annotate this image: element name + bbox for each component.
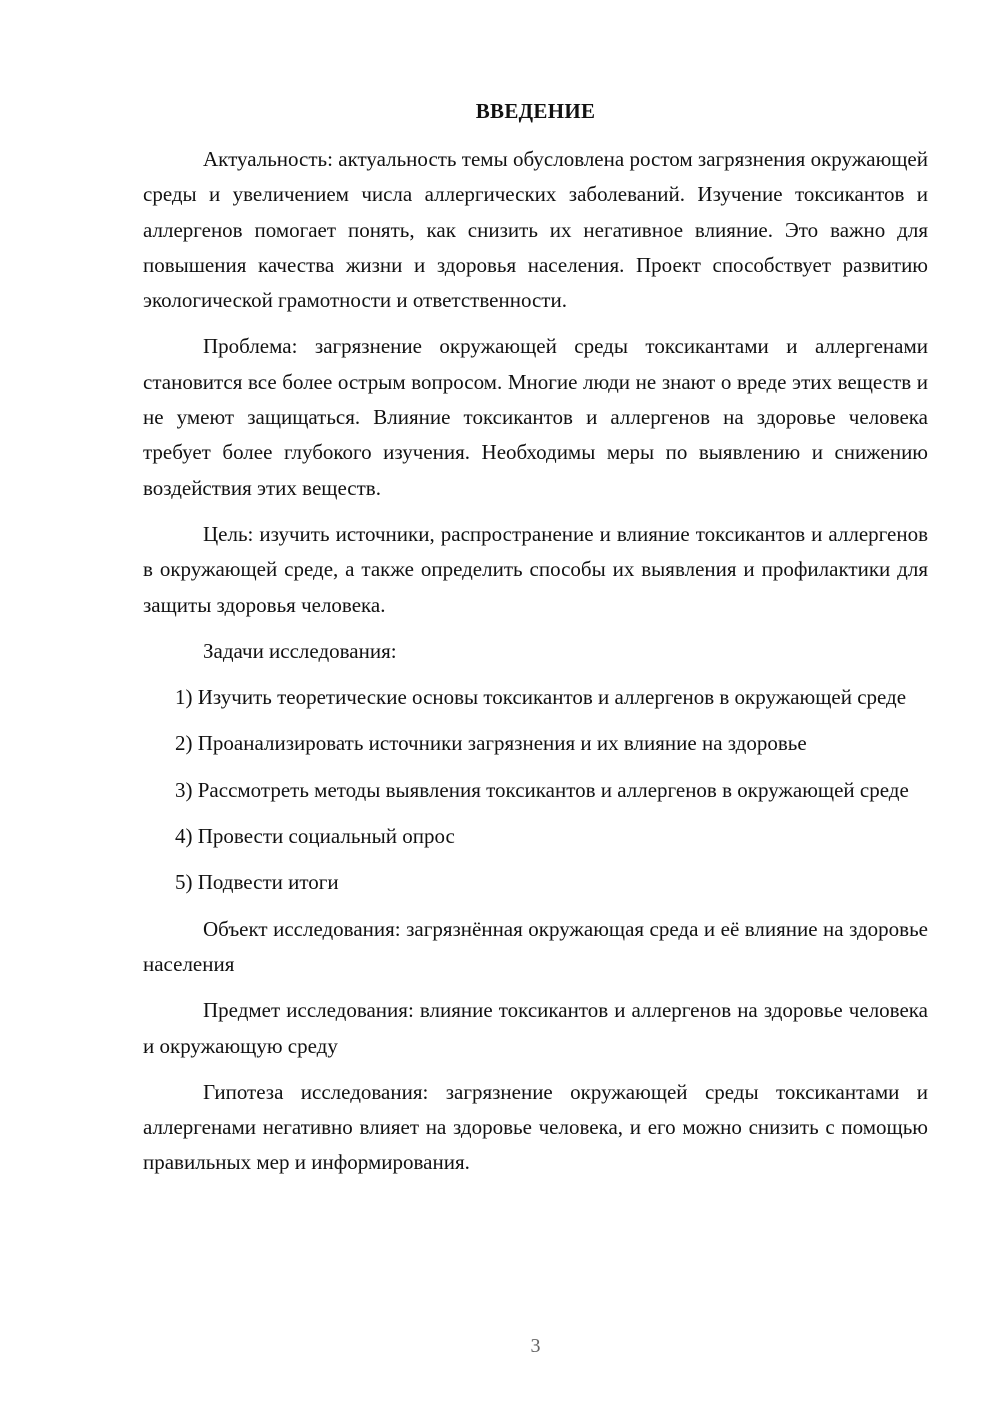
task-item-4: 4) Провести социальный опрос [175,824,455,849]
page-number: 3 [530,1335,541,1357]
document-page [143,0,928,1414]
object-paragraph: Объект исследования: загрязнённая окружающая среда и её влияние на здоровье населения [143,916,928,976]
goal-paragraph: Цель: изучить источники, распространение и влияние токсикантов и аллергенов в окружающей среде, а также определить способы их выявления и профилактики для защиты здоровья человека. [143,521,928,617]
task-item-3: 3) Рассмотреть методы выявления токсикантов и аллергенов в окружающей среде [175,777,909,802]
task-item-2: 2) Проанализировать источники загрязнения и их влияние на здоровье [175,731,807,756]
tasks-heading: Задачи исследования: [203,638,397,663]
problem-paragraph: Проблема: загрязнение окружающей среды токсикантами и аллергенами становится все более острым вопросом. Многие люди не знают о вреде этих веществ и не умеют защищаться. Влияние токсикантов и аллергенов на здоровье человека требует более глубокого изучения. Необходимы меры по выявлению и снижению воздействия этих веществ. [143,334,928,500]
hypothesis-paragraph: Гипотеза исследования: загрязнение окружающей среды токсикантами и аллергенами негативно влияет на здоровье человека, и его можно снизить с помощью правильных мер и информирования. [143,1079,928,1175]
section-title: ВВЕДЕНИЕ [475,99,596,123]
task-item-5: 5) Подвести итоги [175,870,339,895]
document-body [143,142,928,1192]
subject-paragraph: Предмет исследования: влияние токсикантов и аллергенов на здоровье человека и окружающую среду [143,998,928,1058]
relevance-paragraph: Актуальность: актуальность темы обусловлена ростом загрязнения окружающей среды и увеличением числа аллергических заболеваний. Изучение токсикантов и аллергенов помогает понять, как снизить их негативное влияние. Это важно для повышения качества жизни и здоровья населения. Проект способствует развитию экологической грамотности и ответственности. [143,147,928,313]
task-item-1: 1) Изучить теоретические основы токсикантов и аллергенов в окружающей среде [175,685,907,710]
